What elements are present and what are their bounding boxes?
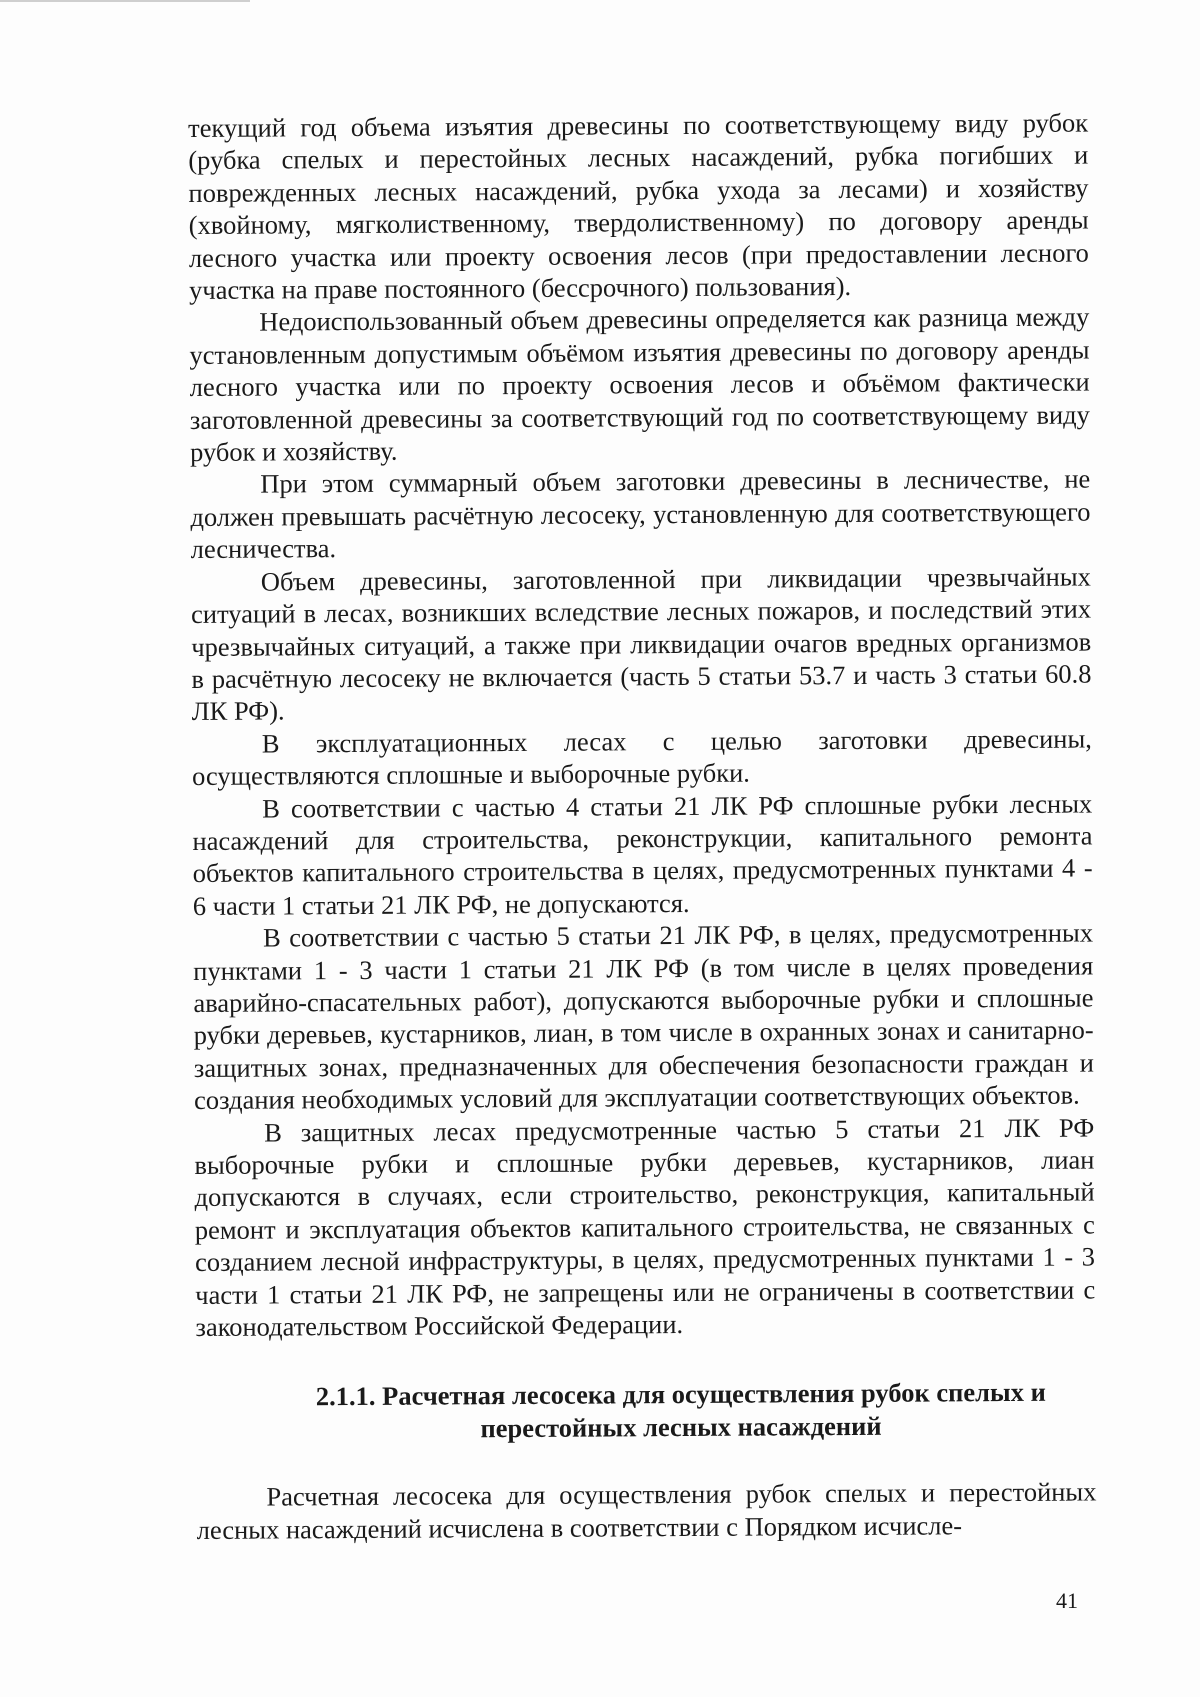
paragraph-7: В соответствии с частью 5 статьи 21 ЛК РФ, в целях, предусмотренных пунктами 1 - 3 части 1 статьи 21 ЛК РФ (в том числе в целях проведения аварийно-спасательных работ), допускаются выборочные рубки и сплошные рубки деревьев, кустарников, лиан, в том числе в охранных зонах и санитарно-защитных зонах, предназначенных для обеспечения безопасности граждан и создания необходимых условий для эксплуатации соответствующих объектов.	[193, 917, 1094, 1116]
page-number: 41	[1056, 1588, 1078, 1613]
paragraph-6: В соответствии с частью 4 статьи 21 ЛК РФ сплошные рубки лесных насаждений для строительства, реконструкции, капитального ремонта объектов капитального строительства в целях, предусмотренных пунктами 4 - 6 части 1 статьи 21 ЛК РФ, не допускаются.	[192, 788, 1093, 921]
body-text	[188, 107, 1097, 1547]
paragraph-3: При этом суммарный объем заготовки древесины в лесничестве, не должен превышать расчётную лесосеку, установленную для соответствующего лесничества.	[190, 463, 1091, 565]
paragraph-4: Объем древесины, заготовленной при ликвидации чрезвычайных ситуаций в лесах, возникших вследствие лесных пожаров, и последствий этих чрезвычайных ситуаций, а также при ликвидации очагов вредных организмов в расчётную лесосеку не включается (часть 5 статьи 53.7 и часть 3 статьи 60.8 ЛК РФ).	[190, 561, 1092, 727]
paragraph-2: Недоиспользованный объем древесины определяется как разница между установленным допустимым объёмом изъятия древесины по договору аренды лесного участка или по проекту освоения лесов и объёмом фактически заготовленной древесины за соответствующий год по соответствующему виду рубок и хозяйству.	[189, 301, 1090, 468]
scan-edge-mark	[0, 0, 250, 2]
section-heading: 2.1.1. Расчетная лесосека для осуществления рубок спелых и перестойных лесных насаждений	[315, 1377, 1046, 1444]
paragraph-8: В защитных лесах предусмотренные частью 5 статьи 21 ЛК РФ выборочные рубки и сплошные рубки деревьев, кустарников, лиан допускаются в случаях, если строительство, реконструкция, капитальный ремонт и эксплуатация объектов капитального строительства, не связанных с созданием лесной инфраструктуры, в целях, предусмотренных пунктами 1 - 3 части 1 статьи 21 ЛК РФ, не запрещены или не ограничены в соответствии с законодательством Российской Федерации.	[194, 1112, 1096, 1343]
paragraph-final: Расчетная лесосека для осуществления рубок спелых и перестойных лесных насаждений исчислена в соответствии с Порядком исчисле-	[196, 1476, 1097, 1545]
paragraph-5: В эксплуатационных лесах с целью заготовки древесины, осуществляются сплошные и выборочные рубки.	[191, 723, 1092, 792]
paragraph-1: текущий год объема изъятия древесины по соответствующему виду рубок (рубка спелых и перестойных лесных насаждений, рубка погибших и поврежденных лесных насаждений, рубка ухода за лесами) и хозяйству (хвойному, мягколиственному, твердолиственному) по договору аренды лесного участка или проекту освоения лесов (при предоставлении лесного участка на праве постоянного (бессрочного) пользования).	[188, 107, 1089, 306]
